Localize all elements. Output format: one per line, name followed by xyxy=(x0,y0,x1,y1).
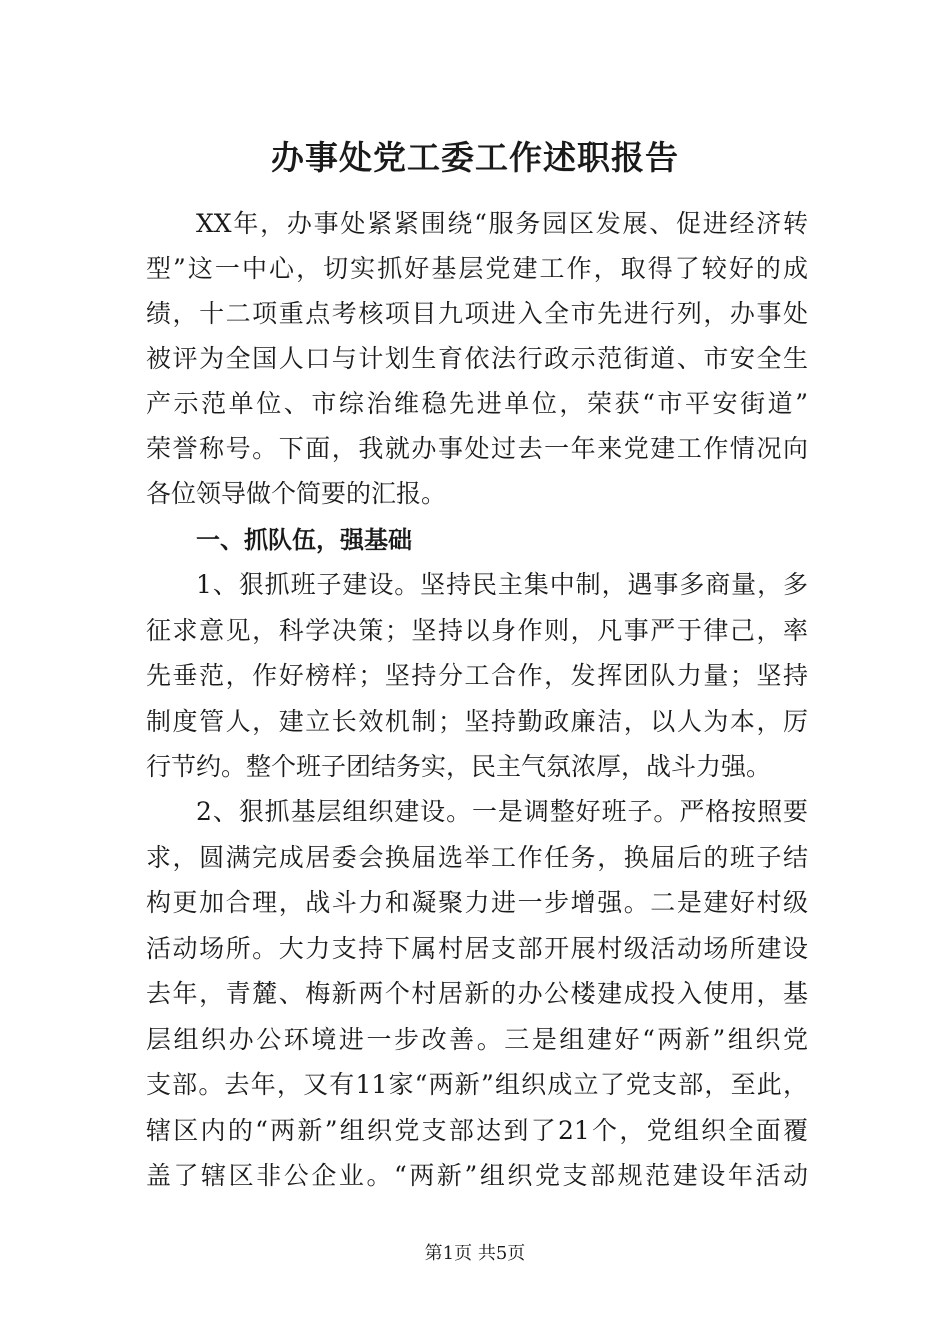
paragraph-line: 层组织办公环境进一步改善。三是组建好“两新”组织党 xyxy=(146,1025,808,1054)
paragraph-line: 被评为全国人口与计划生育依法行政示范街道、市安全生 xyxy=(146,344,808,373)
paragraph-line: 盖了辖区非公企业。“两新”组织党支部规范建设年活动 xyxy=(146,1161,808,1190)
paragraph-line: 荣誉称号。下面，我就办事处过去一年来党建工作情况向 xyxy=(146,434,808,463)
paragraph-line: 辖区内的“两新”组织党支部达到了21个，党组织全面覆 xyxy=(146,1116,808,1145)
paragraph-line: 活动场所。大力支持下属村居支部开展村级活动场所建设 xyxy=(146,934,808,963)
paragraph-line: 绩，十二项重点考核项目九项进入全市先进行列，办事处 xyxy=(146,299,808,328)
paragraph-line: 1、狠抓班子建设。坚持民主集中制，遇事多商量，多 xyxy=(196,570,808,599)
paragraph-line: 行节约。整个班子团结务实，民主气氛浓厚，战斗力强。 xyxy=(146,752,772,781)
paragraph-line: 征求意见，科学决策；坚持以身作则，凡事严于律己，率 xyxy=(146,616,808,645)
paragraph-line: 支部。去年，又有11家“两新”组织成立了党支部，至此， xyxy=(146,1070,808,1099)
paragraph-line: 制度管人，建立长效机制；坚持勤政廉洁，以人为本，厉 xyxy=(146,707,808,736)
paragraph-line: 去年，青麓、梅新两个村居新的办公楼建成投入使用，基 xyxy=(146,979,808,1008)
paragraph-line: 先垂范，作好榜样；坚持分工合作，发挥团队力量；坚持 xyxy=(146,661,808,690)
paragraph-line: 2、狠抓基层组织建设。一是调整好班子。严格按照要 xyxy=(196,797,808,826)
document-title: 办事处党工委工作述职报告 xyxy=(271,138,679,177)
paragraph-line: 各位领导做个简要的汇报。 xyxy=(146,479,447,508)
paragraph-line: 型”这一中心，切实抓好基层党建工作，取得了较好的成 xyxy=(146,254,808,283)
paragraph-line: 求，圆满完成居委会换届选举工作任务，换届后的班子结 xyxy=(146,843,808,872)
paragraph-line: XX年，办事处紧紧围绕“服务园区发展、促进经济转 xyxy=(196,209,808,238)
paragraph-line: 产示范单位、市综治维稳先进单位，荣获“市平安街道” xyxy=(146,389,808,418)
paragraph-line: 构更加合理，战斗力和凝聚力进一步增强。二是建好村级 xyxy=(146,888,808,917)
page-number-footer: 第1页 共5页 xyxy=(424,1243,526,1264)
section-heading: 一、抓队伍，强基础 xyxy=(196,526,412,554)
